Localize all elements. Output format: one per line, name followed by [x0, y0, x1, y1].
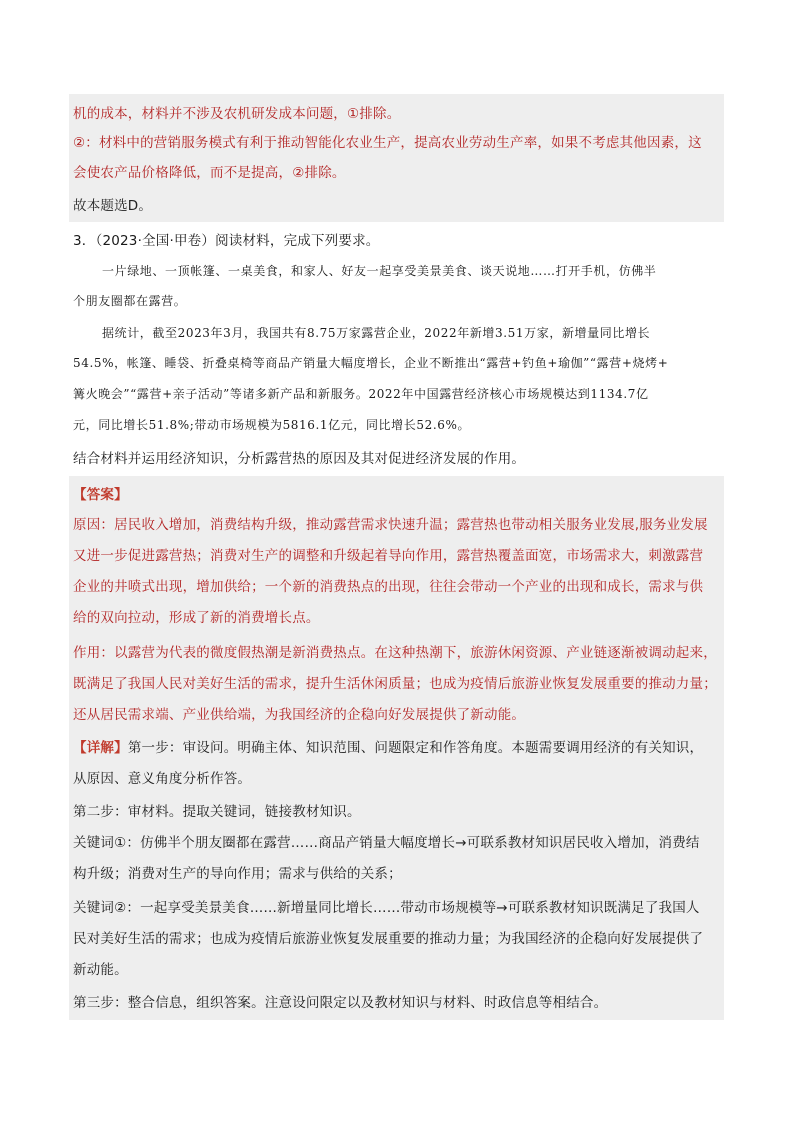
- answer-effect-line-2: 既满足了我国人民对美好生活的需求，提升生活休闲质量；也成为疫情后旅游业恢复发展重要的推动力量；: [73, 676, 717, 692]
- answer-label: 【答案】: [73, 487, 128, 503]
- material-paragraph-1-line-2: 个朋友圈都在露营。: [73, 294, 187, 308]
- question-prompt: 结合材料并运用经济知识，分析露营热的原因及其对促进经济发展的作用。: [73, 451, 526, 467]
- answer-reason-line-4: 给的双向拉动，形成了新的消费增长点。: [73, 610, 320, 626]
- detail-step-3: 第三步：整合信息，组织答案。注意设问限定以及教材知识与材料、时政信息等相结合。: [73, 995, 608, 1011]
- material-paragraph-2-line-1: 据统计，截至2023年3月，我国共有8.75万家露营企业，2022年新增3.51万家，新增量同比增长: [102, 326, 651, 340]
- material-paragraph-2-line-4: 元，同比增长51.8%;带动市场规模为5816.1亿元，同比增长52.6%。: [73, 418, 471, 432]
- detail-step-1-line-2: 从原因、意义角度分析作答。: [73, 771, 252, 787]
- detail-step-1-line-1: [73, 738, 703, 758]
- previous-answer-line-3: 会使农产品价格降低，而不是提高，②排除。: [73, 165, 346, 181]
- keyword-1-line-2: 构升级；消费对生产的导向作用；需求与供给的关系；: [73, 866, 402, 882]
- detail-step-1-text: 第一步：审设问。明确主体、知识范围、问题限定和作答角度。本题需要调用经济的有关知识，: [127, 740, 704, 756]
- detail-label: 【详解】: [73, 740, 128, 756]
- answer-effect-line-3: 还从居民需求端、产业供给端，为我国经济的企稳向好发展提供了新动能。: [73, 707, 526, 723]
- keyword-2-line-1: 关键词②：一起享受美景美食……新增量同比增长……带动市场规模等→可联系教材知识既满足了我国人: [73, 900, 700, 916]
- material-paragraph-1-line-1: 一片绿地、一顶帐篷、一桌美食，和家人、好友一起享受美景美食、谈天说地……打开手机，仿佛半: [102, 264, 657, 278]
- keyword-2-line-2: 民对美好生活的需求；也成为疫情后旅游业恢复发展重要的推动力量；为我国经济的企稳向好发展提供了: [73, 931, 704, 947]
- question-title: 3．（2023·全国·甲卷）阅读材料，完成下列要求。: [73, 233, 380, 249]
- previous-answer-line-2: ②：材料中的营销服务模式有利于推动智能化农业生产，提高农业劳动生产率，如果不考虑其他因素，这: [73, 135, 702, 151]
- previous-answer-line-1: 机的成本，材料并不涉及农机研发成本问题，①排除。: [73, 106, 401, 122]
- answer-effect-line-1: 作用：以露营为代表的微度假热潮是新消费热点。在这种热潮下，旅游休闲资源、产业链逐渐被调动起来，: [73, 645, 717, 661]
- answer-reason-line-1: 原因：居民收入增加，消费结构升级，推动露营需求快速升温；露营热也带动相关服务业发展,服务业发展: [73, 517, 708, 533]
- keyword-1-line-1: 关键词①：仿佛半个朋友圈都在露营……商品产销量大幅度增长→可联系教材知识居民收入增加，消费结: [73, 835, 700, 851]
- material-paragraph-2-line-2: 54.5%，帐篷、睡袋、折叠桌椅等商品产销量大幅度增长，企业不断推出“露营+钓鱼+瑜伽”“露营+烧烤+: [73, 356, 669, 370]
- material-paragraph-2-line-3: 篝火晚会”“露营+亲子活动”等诸多新产品和新服务。2022年中国露营经济核心市场规模达到1134.7亿: [73, 387, 649, 401]
- keyword-2-line-3: 新动能。: [73, 962, 128, 978]
- answer-reason-line-3: 企业的井喷式出现，增加供给；一个新的消费热点的出现，往往会带动一个产业的出现和成长，需求与供: [73, 579, 704, 595]
- detail-step-2: 第二步：审材料。提取关键词，链接教材知识。: [73, 804, 361, 820]
- previous-answer-conclusion: 故本题选D。: [73, 198, 153, 214]
- answer-reason-line-2: 又进一步促进露营热；消费对生产的调整和升级起着导向作用，露营热覆盖面宽，市场需求大，刺激露营: [73, 548, 704, 564]
